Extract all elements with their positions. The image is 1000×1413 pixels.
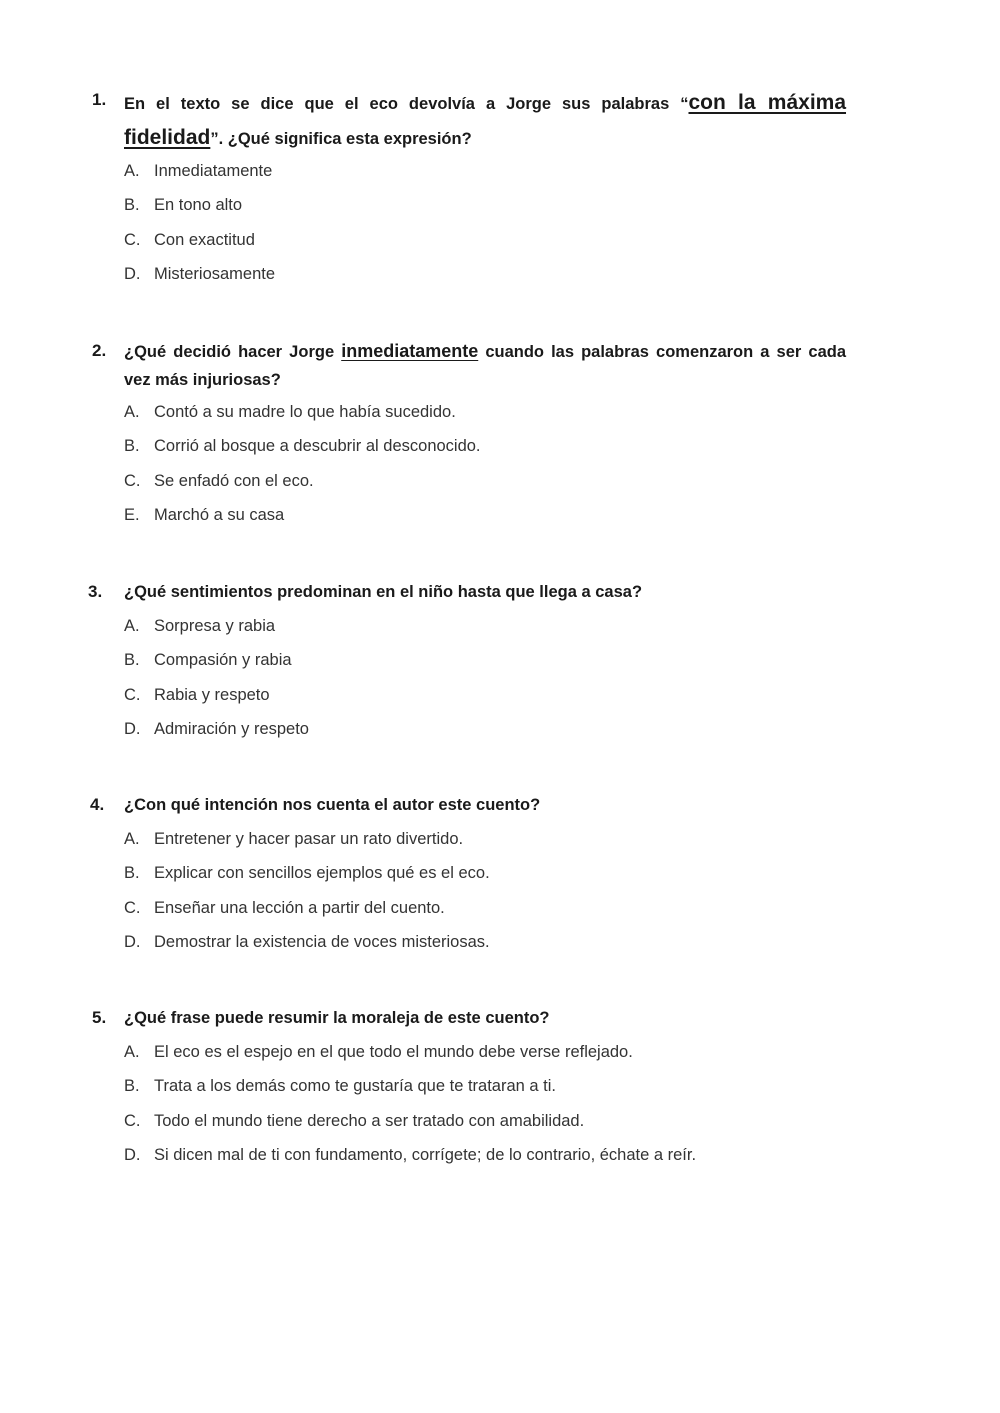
option-b[interactable]: B. Compasión y rabia [124,651,292,670]
option-b[interactable]: B. Corrió al bosque a descubrir al desconocido. [124,437,481,456]
question-stem: ¿Qué decidió hacer Jorge inmediatamente cuando las palabras comenzaron a ser cada vez más injuriosas? [124,341,847,389]
option-c[interactable]: C. Con exactitud [124,230,255,249]
option-c[interactable]: C. Se enfadó con el eco. [124,471,314,490]
options-list [124,1035,696,1173]
option-a[interactable]: A. Inmediatamente [124,161,273,180]
question-stem: ¿Con qué intención nos cuenta el autor este cuento? [124,796,541,814]
emphasized-phrase: con la máxima fidelidad [124,91,847,149]
option-c[interactable]: C. Todo el mundo tiene derecho a ser tratado con amabilidad. [124,1111,585,1130]
option-d[interactable]: D. Admiración y respeto [124,720,309,739]
options-list [124,822,490,960]
options-list [124,154,275,292]
option-a[interactable]: A. Entretener y hacer pasar un rato divertido. [124,829,464,848]
question-number: 3. [88,582,103,601]
question-stem: ¿Qué frase puede resumir la moraleja de este cuento? [124,1009,550,1027]
option-a[interactable]: A. Contó a su madre lo que había sucedido. [124,402,456,421]
options-list [124,395,481,533]
question-number: 5. [92,1008,107,1027]
option-d[interactable]: D. Demostrar la existencia de voces misteriosas. [124,933,490,952]
option-a[interactable]: A. Sorpresa y rabia [124,616,276,635]
option-c[interactable]: C. Enseñar una lección a partir del cuento. [124,898,445,917]
question-number: 2. [92,341,107,360]
question-stem: En el texto se dice que el eco devolvía a Jorge sus palabras “con la máxima fidelidad”. ¿Qué significa esta expresión? [124,91,847,149]
option-b[interactable]: B. Explicar con sencillos ejemplos qué es el eco. [124,864,490,883]
option-a[interactable]: A. El eco es el espejo en el que todo el mundo debe verse reflejado. [124,1042,633,1061]
option-b[interactable]: B. Trata a los demás como te gustaría que te trataran a ti. [124,1077,557,1096]
option-e[interactable]: E. Marchó a su casa [124,506,285,525]
question-number: 4. [90,795,105,814]
question-number: 1. [92,90,107,109]
options-list [124,609,309,747]
option-b[interactable]: B. En tono alto [124,196,243,215]
question-stem: ¿Qué sentimientos predominan en el niño hasta que llega a casa? [124,583,643,601]
option-d[interactable]: D. Si dicen mal de ti con fundamento, corrígete; de lo contrario, échate a reír. [124,1146,697,1165]
emphasized-phrase: inmediatamente [341,341,479,361]
option-c[interactable]: C. Rabia y respeto [124,685,270,704]
option-d[interactable]: D. Misteriosamente [124,265,276,284]
